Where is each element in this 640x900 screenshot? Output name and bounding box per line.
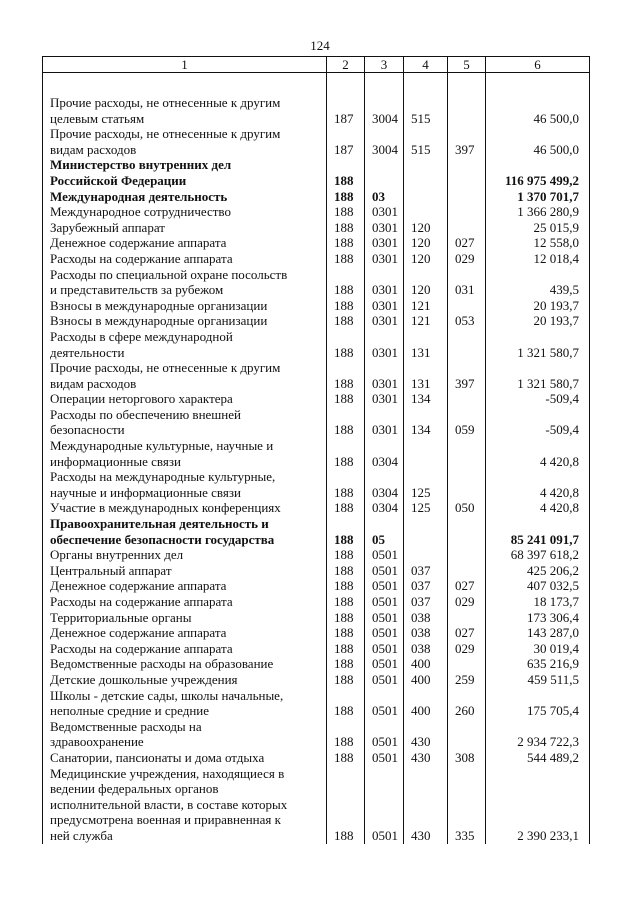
- row-target-code: 430: [404, 719, 448, 750]
- row-ministry-code: 188: [327, 610, 365, 626]
- row-section-code: 3004: [365, 126, 404, 157]
- row-amount: 459 511,5: [486, 672, 590, 688]
- row-section-code: 0301: [365, 329, 404, 360]
- table-row: [43, 563, 590, 579]
- row-target-code: 134: [404, 391, 448, 407]
- row-name: Прочие расходы, не отнесенные к другим видам расходов: [43, 360, 327, 391]
- row-section-code: 0301: [365, 235, 404, 251]
- row-amount: 4 420,8: [486, 469, 590, 500]
- table-row: [43, 750, 590, 766]
- table-row: [43, 407, 590, 438]
- row-expense-code: [448, 438, 486, 469]
- row-name: Прочие расходы, не отнесенные к другим видам расходов: [43, 126, 327, 157]
- row-section-code: 0301: [365, 313, 404, 329]
- row-target-code: 400: [404, 672, 448, 688]
- table-row: [43, 157, 590, 188]
- row-section-code: 0501: [365, 766, 404, 844]
- row-name: Международная деятельность: [43, 189, 327, 205]
- row-target-code: [404, 516, 448, 547]
- row-target-code: 400: [404, 688, 448, 719]
- row-expense-code: 027: [448, 235, 486, 251]
- row-amount: 12 018,4: [486, 251, 590, 267]
- row-amount: 173 306,4: [486, 610, 590, 626]
- table-row: [43, 438, 590, 469]
- row-section-code: 0301: [365, 360, 404, 391]
- row-name: Органы внутренних дел: [43, 547, 327, 563]
- row-expense-code: [448, 516, 486, 547]
- row-name: Взносы в международные организации: [43, 298, 327, 314]
- row-ministry-code: 188: [327, 360, 365, 391]
- row-expense-code: 031: [448, 267, 486, 298]
- column-header-target: 4: [404, 57, 448, 73]
- row-amount: -509,4: [486, 407, 590, 438]
- row-expense-code: 029: [448, 251, 486, 267]
- row-expense-code: 260: [448, 688, 486, 719]
- row-amount: 2 390 233,1: [486, 766, 590, 844]
- row-section-code: 0301: [365, 407, 404, 438]
- row-name: Санатории, пансионаты и дома отдыха: [43, 750, 327, 766]
- row-ministry-code: 188: [327, 438, 365, 469]
- row-expense-code: [448, 391, 486, 407]
- row-ministry-code: 188: [327, 766, 365, 844]
- row-ministry-code: 188: [327, 625, 365, 641]
- row-ministry-code: 188: [327, 204, 365, 220]
- row-amount: 4 420,8: [486, 500, 590, 516]
- row-section-code: 03: [365, 189, 404, 205]
- row-section-code: 0501: [365, 641, 404, 657]
- row-ministry-code: 188: [327, 157, 365, 188]
- row-amount: 544 489,2: [486, 750, 590, 766]
- table-row: [43, 313, 590, 329]
- row-target-code: 120: [404, 235, 448, 251]
- row-ministry-code: 188: [327, 500, 365, 516]
- row-amount: 175 705,4: [486, 688, 590, 719]
- row-section-code: 0501: [365, 688, 404, 719]
- row-target-code: 121: [404, 298, 448, 314]
- table-row: [43, 469, 590, 500]
- table-row: [43, 656, 590, 672]
- row-ministry-code: 188: [327, 391, 365, 407]
- table-row: [43, 672, 590, 688]
- row-target-code: [404, 438, 448, 469]
- row-ministry-code: 188: [327, 688, 365, 719]
- row-section-code: 0301: [365, 298, 404, 314]
- row-target-code: 037: [404, 563, 448, 579]
- row-ministry-code: 188: [327, 220, 365, 236]
- row-section-code: 0501: [365, 547, 404, 563]
- row-target-code: 038: [404, 641, 448, 657]
- row-section-code: 05: [365, 516, 404, 547]
- row-section-code: 0301: [365, 220, 404, 236]
- row-amount: 30 019,4: [486, 641, 590, 657]
- row-section-code: 0304: [365, 500, 404, 516]
- row-name: Центральный аппарат: [43, 563, 327, 579]
- row-ministry-code: 188: [327, 267, 365, 298]
- row-expense-code: 029: [448, 594, 486, 610]
- row-ministry-code: 188: [327, 563, 365, 579]
- row-target-code: 430: [404, 750, 448, 766]
- table-row: [43, 719, 590, 750]
- row-target-code: 125: [404, 469, 448, 500]
- row-name: Расходы на содержание аппарата: [43, 251, 327, 267]
- row-name: Ведомственные расходы на образование: [43, 656, 327, 672]
- row-amount: -509,4: [486, 391, 590, 407]
- table-header: [43, 57, 590, 73]
- row-amount: 116 975 499,2: [486, 157, 590, 188]
- row-target-code: 038: [404, 625, 448, 641]
- row-name: Детские дошкольные учреждения: [43, 672, 327, 688]
- row-ministry-code: 188: [327, 750, 365, 766]
- row-amount: 4 420,8: [486, 438, 590, 469]
- row-target-code: 131: [404, 360, 448, 391]
- row-expense-code: [448, 95, 486, 126]
- row-name: Зарубежный аппарат: [43, 220, 327, 236]
- row-target-code: 120: [404, 251, 448, 267]
- row-name: Денежное содержание аппарата: [43, 578, 327, 594]
- row-expense-code: 027: [448, 578, 486, 594]
- row-ministry-code: 188: [327, 407, 365, 438]
- row-name: Денежное содержание аппарата: [43, 625, 327, 641]
- table-row: [43, 204, 590, 220]
- row-target-code: 515: [404, 95, 448, 126]
- row-section-code: 0304: [365, 438, 404, 469]
- row-expense-code: 053: [448, 313, 486, 329]
- row-expense-code: [448, 220, 486, 236]
- row-target-code: 120: [404, 220, 448, 236]
- row-section-code: 0501: [365, 578, 404, 594]
- row-expense-code: [448, 189, 486, 205]
- row-name: Школы - детские сады, школы начальные, неполные средние и средние: [43, 688, 327, 719]
- table-row: [43, 516, 590, 547]
- column-header-ministry: 2: [327, 57, 365, 73]
- row-expense-code: 027: [448, 625, 486, 641]
- row-ministry-code: 188: [327, 251, 365, 267]
- row-amount: 425 206,2: [486, 563, 590, 579]
- page-number: 124: [310, 38, 330, 53]
- row-section-code: 0501: [365, 594, 404, 610]
- row-target-code: [404, 157, 448, 188]
- table-row: [43, 547, 590, 563]
- table-row: [43, 298, 590, 314]
- row-section-code: 0301: [365, 267, 404, 298]
- table-row: [43, 578, 590, 594]
- row-ministry-code: 187: [327, 126, 365, 157]
- row-expense-code: [448, 656, 486, 672]
- row-target-code: [404, 547, 448, 563]
- row-amount: 12 558,0: [486, 235, 590, 251]
- table-row: [43, 329, 590, 360]
- row-target-code: 037: [404, 594, 448, 610]
- row-name: Расходы по обеспечению внешней безопасности: [43, 407, 327, 438]
- table-row: [43, 95, 590, 126]
- row-target-code: 131: [404, 329, 448, 360]
- row-ministry-code: 188: [327, 672, 365, 688]
- row-section-code: 0501: [365, 656, 404, 672]
- row-ministry-code: 187: [327, 95, 365, 126]
- column-header-name: 1: [43, 57, 327, 73]
- row-expense-code: [448, 469, 486, 500]
- row-target-code: [404, 189, 448, 205]
- row-target-code: 038: [404, 610, 448, 626]
- table-spacer-row: [43, 73, 590, 96]
- row-expense-code: [448, 719, 486, 750]
- row-target-code: [404, 204, 448, 220]
- row-section-code: 0501: [365, 563, 404, 579]
- row-amount: 1 370 701,7: [486, 189, 590, 205]
- row-amount: 1 366 280,9: [486, 204, 590, 220]
- row-ministry-code: 188: [327, 329, 365, 360]
- row-expense-code: 308: [448, 750, 486, 766]
- row-name: Расходы на содержание аппарата: [43, 641, 327, 657]
- row-section-code: 0501: [365, 625, 404, 641]
- row-target-code: 037: [404, 578, 448, 594]
- row-name: Операции неторгового характера: [43, 391, 327, 407]
- row-ministry-code: 188: [327, 469, 365, 500]
- row-amount: 46 500,0: [486, 126, 590, 157]
- row-name: Министерство внутренних дел Российской Федерации: [43, 157, 327, 188]
- table-row: [43, 766, 590, 844]
- row-target-code: 400: [404, 656, 448, 672]
- row-name: Расходы на международные культурные, научные и информационные связи: [43, 469, 327, 500]
- table-row: [43, 391, 590, 407]
- row-section-code: [365, 157, 404, 188]
- row-ministry-code: 188: [327, 313, 365, 329]
- row-ministry-code: 188: [327, 578, 365, 594]
- row-target-code: 125: [404, 500, 448, 516]
- table-row: [43, 594, 590, 610]
- row-expense-code: [448, 547, 486, 563]
- table-row: [43, 625, 590, 641]
- row-expense-code: [448, 563, 486, 579]
- row-expense-code: 397: [448, 126, 486, 157]
- row-section-code: 0301: [365, 391, 404, 407]
- row-section-code: 0501: [365, 672, 404, 688]
- row-expense-code: 259: [448, 672, 486, 688]
- row-expense-code: 050: [448, 500, 486, 516]
- row-target-code: 134: [404, 407, 448, 438]
- row-amount: 1 321 580,7: [486, 360, 590, 391]
- row-amount: 407 032,5: [486, 578, 590, 594]
- table-row: [43, 500, 590, 516]
- row-amount: 20 193,7: [486, 313, 590, 329]
- row-ministry-code: 188: [327, 641, 365, 657]
- row-expense-code: 335: [448, 766, 486, 844]
- row-section-code: 0304: [365, 469, 404, 500]
- row-name: Медицинские учреждения, находящиеся в ведении федеральных органов исполнительной власти, в составе которых предусмотрена военная и приравненная к ней служба: [43, 766, 327, 844]
- row-name: Международные культурные, научные и информационные связи: [43, 438, 327, 469]
- row-target-code: 121: [404, 313, 448, 329]
- row-ministry-code: 188: [327, 516, 365, 547]
- table-row: [43, 235, 590, 251]
- row-ministry-code: 188: [327, 189, 365, 205]
- row-amount: 46 500,0: [486, 95, 590, 126]
- row-section-code: 0301: [365, 204, 404, 220]
- row-amount: 25 015,9: [486, 220, 590, 236]
- row-expense-code: [448, 610, 486, 626]
- row-section-code: 0501: [365, 750, 404, 766]
- row-expense-code: 397: [448, 360, 486, 391]
- row-target-code: 515: [404, 126, 448, 157]
- table-row: [43, 189, 590, 205]
- table-row: [43, 220, 590, 236]
- row-name: Международное сотрудничество: [43, 204, 327, 220]
- row-amount: 635 216,9: [486, 656, 590, 672]
- row-amount: 18 173,7: [486, 594, 590, 610]
- row-ministry-code: 188: [327, 298, 365, 314]
- row-amount: 143 287,0: [486, 625, 590, 641]
- table-row: [43, 126, 590, 157]
- row-amount: 20 193,7: [486, 298, 590, 314]
- row-ministry-code: 188: [327, 656, 365, 672]
- row-amount: 2 934 722,3: [486, 719, 590, 750]
- row-name: Взносы в международные организации: [43, 313, 327, 329]
- row-amount: 1 321 580,7: [486, 329, 590, 360]
- row-expense-code: 059: [448, 407, 486, 438]
- row-name: Участие в международных конференциях: [43, 500, 327, 516]
- row-name: Расходы на содержание аппарата: [43, 594, 327, 610]
- row-ministry-code: 188: [327, 235, 365, 251]
- row-section-code: 0501: [365, 610, 404, 626]
- row-target-code: 120: [404, 267, 448, 298]
- column-header-amount: 6: [486, 57, 590, 73]
- row-name: Денежное содержание аппарата: [43, 235, 327, 251]
- column-header-expense-type: 5: [448, 57, 486, 73]
- row-ministry-code: 188: [327, 719, 365, 750]
- row-expense-code: [448, 298, 486, 314]
- row-expense-code: [448, 157, 486, 188]
- table-row: [43, 688, 590, 719]
- table-row: [43, 360, 590, 391]
- table-row: [43, 610, 590, 626]
- row-expense-code: [448, 329, 486, 360]
- row-name: Расходы в сфере международной деятельности: [43, 329, 327, 360]
- row-name: Ведомственные расходы на здравоохранение: [43, 719, 327, 750]
- budget-table: [42, 56, 590, 844]
- column-header-section: 3: [365, 57, 404, 73]
- row-name: Правоохранительная деятельность и обеспечение безопасности государства: [43, 516, 327, 547]
- table-row: [43, 267, 590, 298]
- row-amount: 68 397 618,2: [486, 547, 590, 563]
- row-expense-code: [448, 204, 486, 220]
- row-ministry-code: 188: [327, 547, 365, 563]
- row-name: Территориальные органы: [43, 610, 327, 626]
- row-amount: 85 241 091,7: [486, 516, 590, 547]
- row-name: Прочие расходы, не отнесенные к другим целевым статьям: [43, 95, 327, 126]
- row-section-code: 3004: [365, 95, 404, 126]
- row-name: Расходы по специальной охране посольств и представительств за рубежом: [43, 267, 327, 298]
- row-amount: 439,5: [486, 267, 590, 298]
- table-row: [43, 641, 590, 657]
- row-section-code: 0501: [365, 719, 404, 750]
- row-expense-code: 029: [448, 641, 486, 657]
- row-target-code: 430: [404, 766, 448, 844]
- table-body: [43, 73, 590, 844]
- row-ministry-code: 188: [327, 594, 365, 610]
- row-section-code: 0301: [365, 251, 404, 267]
- table-row: [43, 251, 590, 267]
